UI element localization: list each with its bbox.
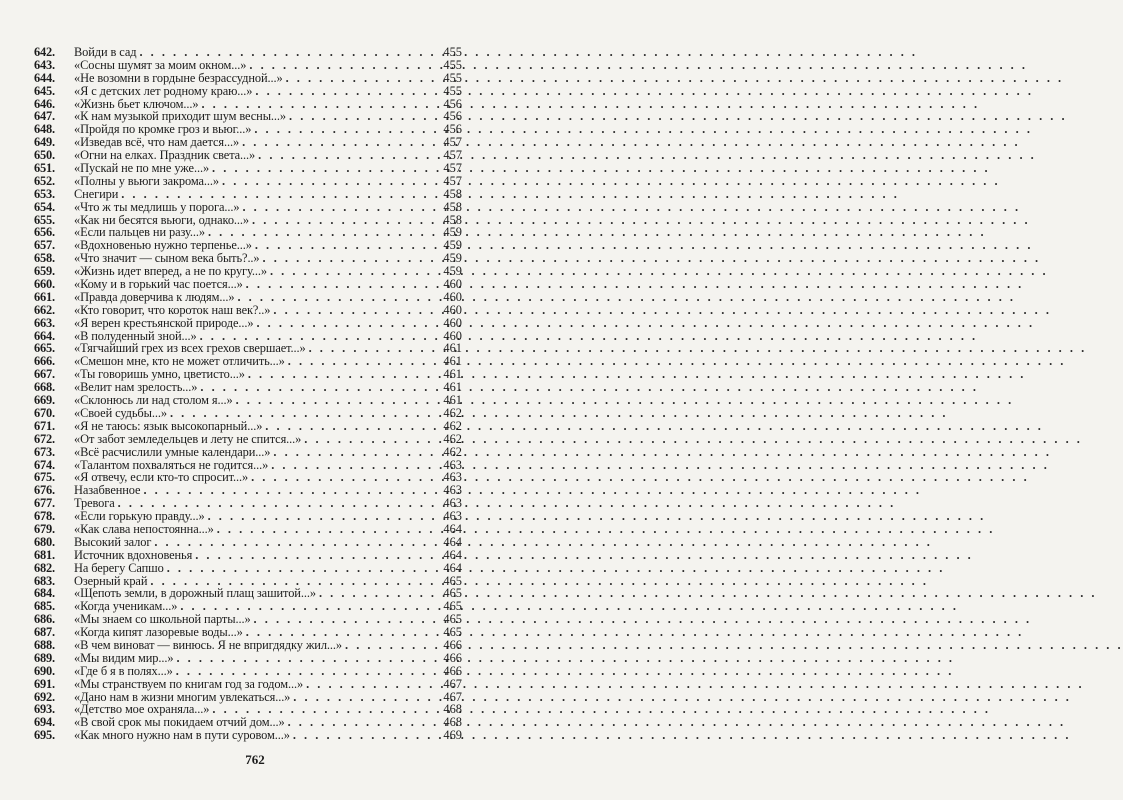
entry-title: «Пускай не по мне уже...» <box>74 161 210 176</box>
entry-page-number: 458 <box>443 212 462 227</box>
entry-page-number: 467 <box>443 689 462 704</box>
entry-number: 665. <box>34 341 55 356</box>
entry-number: 693. <box>34 702 55 717</box>
entry-number: 670. <box>34 405 55 420</box>
entry-number: 669. <box>34 393 55 408</box>
entry-title: «Я отвечу, если кто-то спросит...» <box>74 470 249 485</box>
entry-title: Тревога <box>74 496 115 511</box>
entry-page-number: 460 <box>443 328 462 343</box>
entry-title: «Жизнь бьет ключом...» <box>74 96 199 111</box>
toc-entry <box>34 85 462 98</box>
entry-number: 690. <box>34 663 55 678</box>
entry-number: 681. <box>34 547 55 562</box>
entry-page-number: 462 <box>443 431 462 446</box>
entry-title: Войди в сад <box>74 45 137 59</box>
entry-page-number: 458 <box>443 199 462 214</box>
entry-page-number: 455 <box>443 57 462 72</box>
toc-entry <box>34 162 462 175</box>
entry-title: «Щепоть земли, в дорожный плащ зашитой...» <box>74 586 316 601</box>
entry-page-number: 461 <box>443 341 462 356</box>
toc-entry <box>34 201 462 214</box>
entry-page-number: 466 <box>443 650 462 665</box>
entry-number: 677. <box>34 496 55 511</box>
entry-page-number: 461 <box>443 380 462 395</box>
entry-number: 658. <box>34 251 55 266</box>
entry-title: «Как слава непостоянна...» <box>74 521 214 536</box>
entry-page-number: 459 <box>443 264 462 279</box>
entry-number: 659. <box>34 264 55 279</box>
entry-title: «Что ж ты медлишь у порога...» <box>74 199 240 214</box>
page-folio-number: 762 <box>245 752 265 767</box>
entry-number: 656. <box>34 225 55 240</box>
entry-title: Озерный край <box>74 573 148 588</box>
entry-title: «Не возомни в гордыне безрассудной...» <box>74 70 283 85</box>
toc-entry <box>34 317 462 330</box>
dot-leader <box>345 639 433 652</box>
entry-number: 661. <box>34 289 55 304</box>
entry-title: Источник вдохновенья <box>74 547 193 562</box>
dot-leader <box>237 291 433 304</box>
entry-title: «Огни на елках. Праздник света...» <box>74 148 256 163</box>
entry-title: «Своей судьбы...» <box>74 405 167 420</box>
entry-title: «Полны у вьюги закрома...» <box>74 173 219 188</box>
entry-title: «Пройдя по кромке гроз и вьюг...» <box>74 122 252 137</box>
entry-title: «Детство мое охраняла...» <box>74 702 210 717</box>
entry-title: «В полуденный зной...» <box>74 328 197 343</box>
entry-number: 683. <box>34 573 55 588</box>
entry-page-number: 467 <box>443 676 462 691</box>
dot-leader <box>170 407 433 420</box>
entry-number: 655. <box>34 212 55 227</box>
entry-page-number: 457 <box>443 173 462 188</box>
entry-title: «Ты говоришь умно, цветисто...» <box>74 367 245 382</box>
entry-number: 662. <box>34 302 55 317</box>
entry-page-number: 457 <box>443 148 462 163</box>
entry-page-number: 460 <box>443 289 462 304</box>
toc-entry <box>34 678 462 691</box>
dot-leader <box>306 678 433 691</box>
entry-page-number: 460 <box>443 277 462 292</box>
entry-page-number: 466 <box>443 637 462 652</box>
dot-leader <box>154 536 433 549</box>
toc-entry <box>34 175 462 188</box>
toc-entry <box>34 433 462 446</box>
table-of-contents <box>34 46 462 742</box>
toc-entry <box>34 639 462 652</box>
dot-leader <box>176 652 433 665</box>
entry-title: «В чем виноват — винюсь. Я не впригдядку жил...» <box>74 637 342 652</box>
entry-title: «Что значит — сыном века быть?..» <box>74 251 260 266</box>
entry-page-number: 456 <box>443 109 462 124</box>
entry-page-number: 464 <box>443 534 462 549</box>
entry-page-number: 456 <box>443 96 462 111</box>
entry-title: «Когда кипят лазоревые воды...» <box>74 625 243 640</box>
toc-entry <box>34 59 462 72</box>
entry-title: На берегу Сапшо <box>74 560 164 575</box>
toc-entry <box>34 407 462 420</box>
dot-leader <box>212 162 433 175</box>
dot-leader <box>293 729 433 742</box>
toc-entry <box>34 304 462 317</box>
entry-number: 644. <box>34 70 55 85</box>
entry-number: 657. <box>34 238 55 253</box>
toc-entry <box>34 562 462 575</box>
entry-page-number: 455 <box>443 45 462 59</box>
entry-page-number: 461 <box>443 393 462 408</box>
dot-leader <box>273 446 433 459</box>
dot-leader <box>217 523 433 536</box>
entry-title: «В свой срок мы покидаем отчий дом...» <box>74 715 285 730</box>
entry-number: 660. <box>34 277 55 292</box>
entry-number: 691. <box>34 676 55 691</box>
entry-page-number: 465 <box>443 599 462 614</box>
entry-page-number: 465 <box>443 612 462 627</box>
entry-number: 679. <box>34 521 55 536</box>
entry-title: «Правда доверчива к людям...» <box>74 289 235 304</box>
entry-number: 653. <box>34 186 55 201</box>
entry-title: «Я с детских лет родному краю...» <box>74 83 253 98</box>
entry-title: «Я верен крестьянской природе...» <box>74 315 254 330</box>
entry-title: «Когда ученикам...» <box>74 599 178 614</box>
dot-leader <box>249 59 433 72</box>
entry-page-number: 463 <box>443 509 462 524</box>
entry-number: 689. <box>34 650 55 665</box>
entry-number: 675. <box>34 470 55 485</box>
entry-title: «Велит нам зрелость...» <box>74 380 198 395</box>
entry-title: «Всё расчислили умные календари...» <box>74 444 271 459</box>
entry-number: 646. <box>34 96 55 111</box>
entry-title: «Смешон мне, кто не может отличить...» <box>74 354 285 369</box>
entry-page-number: 459 <box>443 225 462 240</box>
entry-number: 654. <box>34 199 55 214</box>
entry-page-number: 462 <box>443 444 462 459</box>
entry-page-number: 468 <box>443 715 462 730</box>
entry-title: «Изведав всё, что нам дается...» <box>74 135 240 150</box>
entry-number: 645. <box>34 83 55 98</box>
entry-number: 664. <box>34 328 55 343</box>
entry-page-number: 460 <box>443 315 462 330</box>
entry-number: 673. <box>34 444 55 459</box>
entry-number: 676. <box>34 483 55 498</box>
entry-title: «К нам музыкой приходит шум весны...» <box>74 109 287 124</box>
entry-page-number: 463 <box>443 470 462 485</box>
entry-title: «Дано нам в жизни многим увлекаться...» <box>74 689 291 704</box>
entry-page-number: 456 <box>443 122 462 137</box>
entry-page-number: 462 <box>443 405 462 420</box>
entry-title: «Если горькую правду...» <box>74 509 205 524</box>
entry-number: 642. <box>34 45 55 59</box>
entry-title: Назабвенное <box>74 483 141 498</box>
entry-number: 649. <box>34 135 55 150</box>
entry-page-number: 460 <box>443 302 462 317</box>
entry-title: «Я не таюсь: язык высокопарный...» <box>74 418 263 433</box>
dot-leader <box>255 85 433 98</box>
entry-page-number: 465 <box>443 625 462 640</box>
entry-number: 692. <box>34 689 55 704</box>
dot-leader <box>256 317 433 330</box>
toc-entry <box>34 549 462 562</box>
dot-leader <box>222 175 433 188</box>
entry-title: Снегири <box>74 186 119 201</box>
dot-leader <box>176 665 433 678</box>
entry-number: 687. <box>34 625 55 640</box>
toc-entry <box>34 46 462 59</box>
entry-page-number: 462 <box>443 418 462 433</box>
entry-number: 678. <box>34 509 55 524</box>
entry-number: 688. <box>34 637 55 652</box>
toc-entry <box>34 420 462 433</box>
entry-page-number: 464 <box>443 547 462 562</box>
entry-page-number: 459 <box>443 238 462 253</box>
entry-title: «Талантом похваляться не годится...» <box>74 457 269 472</box>
dot-leader <box>273 304 433 317</box>
entry-page-number: 458 <box>443 186 462 201</box>
entry-number: 674. <box>34 457 55 472</box>
entry-title: «Если пальцев ни разу...» <box>74 225 205 240</box>
entry-number: 682. <box>34 560 55 575</box>
entry-number: 695. <box>34 728 55 743</box>
entry-page-number: 457 <box>443 161 462 176</box>
toc-entry <box>34 536 462 549</box>
entry-title: «Кому и в горький час поется...» <box>74 277 243 292</box>
entry-title: «От забот земледельцев и лету не спится...» <box>74 431 302 446</box>
entry-title: «Как много нужно нам в пути суровом...» <box>74 728 290 743</box>
dot-leader <box>139 46 433 59</box>
entry-page-number: 469 <box>443 728 462 743</box>
entry-title: «Кто говорит, что короток наш век?..» <box>74 302 271 317</box>
entry-title: «Жизнь идет вперед, а не по кругу...» <box>74 264 267 279</box>
toc-entry <box>34 278 462 291</box>
toc-entry <box>34 652 462 665</box>
entry-page-number: 463 <box>443 496 462 511</box>
entry-number: 685. <box>34 599 55 614</box>
entry-number: 672. <box>34 431 55 446</box>
toc-entry <box>34 446 462 459</box>
entry-title: «Тягчайший грех из всех грехов свершает...» <box>74 341 306 356</box>
entry-title: «Мы знаем со школьной парты...» <box>74 612 251 627</box>
entry-page-number: 455 <box>443 83 462 98</box>
entry-number: 651. <box>34 161 55 176</box>
entry-title: «Мы видим мир...» <box>74 650 174 665</box>
dot-leader <box>195 549 433 562</box>
entry-title: «Мы странствуем по книгам год за годом...» <box>74 676 304 691</box>
entry-number: 686. <box>34 612 55 627</box>
entry-page-number: 455 <box>443 70 462 85</box>
entry-title: «Где б я в полях...» <box>74 663 173 678</box>
entry-number: 652. <box>34 173 55 188</box>
dot-leader <box>286 72 433 85</box>
entry-number: 650. <box>34 148 55 163</box>
toc-entry <box>34 729 462 742</box>
entry-page-number: 463 <box>443 457 462 472</box>
entry-number: 694. <box>34 715 55 730</box>
entry-page-number: 457 <box>443 135 462 150</box>
entry-page-number: 459 <box>443 251 462 266</box>
dot-leader <box>304 433 433 446</box>
entry-page-number: 465 <box>443 586 462 601</box>
entry-page-number: 464 <box>443 560 462 575</box>
toc-entry <box>34 394 462 407</box>
toc-entry <box>34 291 462 304</box>
entry-page-number: 466 <box>443 663 462 678</box>
entry-number: 684. <box>34 586 55 601</box>
entry-number: 671. <box>34 418 55 433</box>
entry-title: «Как ни бесятся вьюги, однако...» <box>74 212 249 227</box>
entry-number: 666. <box>34 354 55 369</box>
entry-title: «Сосны шумят за моим окном...» <box>74 57 247 72</box>
dot-leader <box>265 420 433 433</box>
entry-number: 680. <box>34 534 55 549</box>
entry-number: 663. <box>34 315 55 330</box>
entry-page-number: 461 <box>443 367 462 382</box>
toc-entry <box>34 188 462 201</box>
entry-number: 668. <box>34 380 55 395</box>
entry-title: «Вдохновенью нужно терпенье...» <box>74 238 252 253</box>
entry-number: 647. <box>34 109 55 124</box>
entry-title: Высокий залог <box>74 534 152 549</box>
dot-leader <box>242 201 433 214</box>
dot-leader <box>121 188 433 201</box>
toc-entry <box>34 665 462 678</box>
dot-leader <box>167 562 433 575</box>
entry-title: «Склонюсь ли над столом я...» <box>74 393 233 408</box>
entry-page-number: 463 <box>443 483 462 498</box>
entry-page-number: 465 <box>443 573 462 588</box>
entry-number: 643. <box>34 57 55 72</box>
entry-page-number: 461 <box>443 354 462 369</box>
toc-entry <box>34 523 462 536</box>
entry-page-number: 464 <box>443 521 462 536</box>
dot-leader <box>246 278 433 291</box>
entry-page-number: 468 <box>443 702 462 717</box>
toc-entry <box>34 72 462 85</box>
entry-number: 667. <box>34 367 55 382</box>
entry-number: 648. <box>34 122 55 137</box>
